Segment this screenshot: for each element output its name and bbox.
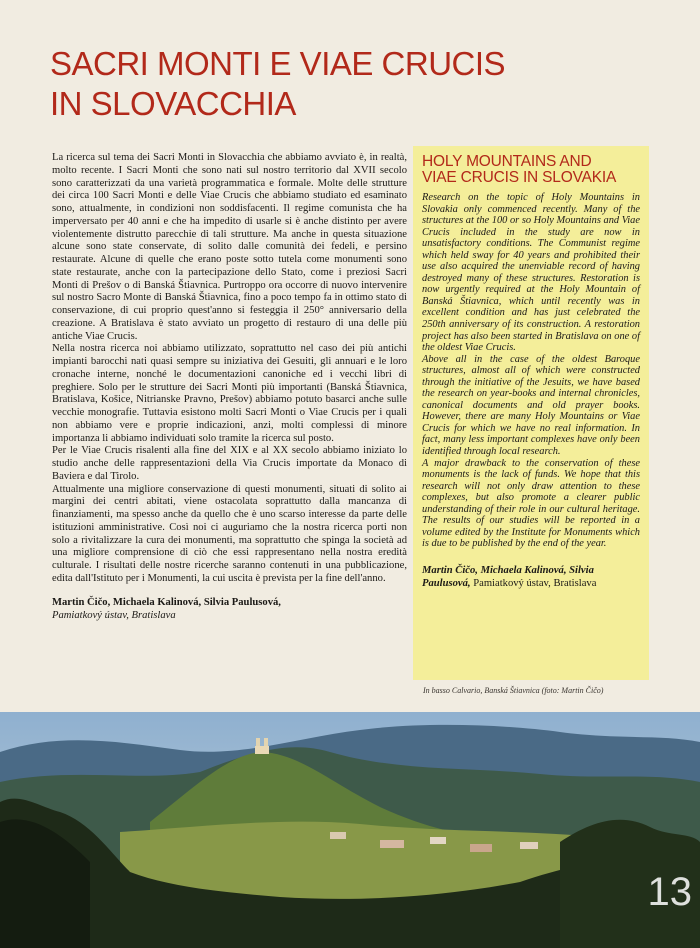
photo-town-building [470, 844, 492, 852]
photo-church-body [255, 746, 269, 754]
title-line-2: IN SLOVACCHIA [50, 85, 296, 122]
title-line-1: SACRI MONTI E VIAE CRUCIS [50, 45, 506, 82]
english-paragraph: Above all in the case of the oldest Baroque structures, almost all of which were constructed through the initiative of the Jesuits, we have based the research on year-books and internal chronicles, canonical documents and old prayer books. However, there are many Holy Mountains or Viae Crucis for which we have no real information. In fact, many less important complexes have only been identified through local research. [422, 353, 640, 458]
photo-town-building [380, 840, 404, 848]
italian-paragraph: Nella nostra ricerca noi abbiamo utilizzato, soprattutto nel caso dei più antichi impianti barocchi nati quasi sempre su iniziativa dei Gesuiti, gli annuari e le loro cronache interne, nonché le documentazioni canoniche ed i vecchi libri di preghiere. Solo per le strutture dei Sacri Monti più importanti (Banská Štiavnica, Bratislava, Košice, Nitrianske Pravno, Prešov) abbiamo potuto basarci anche sulle vecchie monografie. Tuttavia esistono molti Sacri Monti o Viae Crucis per i quali non abbiamo vere e proprie indicazioni, anzi, molti complessi di minore importanza li abbiamo individuati solo tramite la ricerca sul posto. [52, 343, 407, 444]
photo-caption: In basso Calvario, Banská Štiavnica (foto: Martin Čičo) [423, 686, 604, 695]
english-paragraph: A major drawback to the conservation of these monuments is the lack of funds. We hope that this research will not only draw attention to these complexes, but also promote a clearer public understanding of their role in our cultural heritage. The results of our studies will be reported in a volume edited by the Institute for Monuments which is due to be published by the end of the year. [422, 457, 640, 550]
photo-town-building [520, 842, 538, 849]
italian-authors: Martin Čičo, Michaela Kalinová, Silvia Paulusová, [52, 596, 281, 608]
italian-institution: Pamiatkový ústav, Bratislava [52, 609, 176, 621]
english-title-line-1: HOLY MOUNTAINS AND [422, 153, 592, 170]
english-byline [422, 564, 640, 590]
english-authors: Martin Čičo, Michaela Kalinová, Silvia Paulusová, [422, 564, 594, 589]
italian-byline [52, 596, 407, 622]
italian-paragraph: La ricerca sul tema dei Sacri Monti in Slovacchia che abbiamo avviato è, in realtà, molto recente. I Sacri Monti che sono nati sul nostro territorio dal XVII secolo sono caratterizzati da una varietà programmatica e formale. Molte delle strutture dei circa 100 Sacri Monti e delle Viae Crucis che abbiamo studiato ed esaminato sono, attualmente, in condizioni non soddisfacenti. Il regime comunista che ha imperversato per 40 anni e che ha impedito di usarle si è anche distinto per avere violentemente distrutto parecchie di tali strutture. Ma anche in questa situazione alcune sono state conservate, di solito dalle comunità dei fedeli, e persino restaurate. Alcune di quelle che erano poste sotto tutela come monumenti sono state restaurate, anche con la partecipazione dello Stato, come i preziosi Sacri Monti di Prešov o di Banská Štiavnica. Purtroppo ora occorre di nuovo intervenire sul nostro Sacro Monte di Banská Štiavnica, fino a poco tempo fa in ottimo stato di conservazione, di cui proprio quest'anno si festeggia il 250° anniversario della creazione. A Bratislava è stato avviato un progetto di restauro di una delle più antiche Viae Crucis. [52, 152, 407, 342]
english-body [422, 192, 640, 550]
english-summary-box [413, 146, 649, 680]
landscape-photo [0, 712, 700, 948]
article-title [50, 44, 670, 124]
italian-paragraph: Per le Viae Crucis risalenti alla fine del XIX e al XX secolo abbiamo iniziato lo studio anche delle rappresentazioni della Via Crucis importate da Monaco di Baviera e dal Tirolo. [52, 445, 407, 482]
english-title [422, 154, 640, 186]
photo-town-building [330, 832, 346, 839]
english-paragraph: Research on the topic of Holy Mountains in Slovakia only commenced recently. Many of the structures at the 100 or so Holy Mountains and Viae Crucis included in the study are now in unsatisfactory conditions. The Communist regime which held sway for 40 years and prohibited their use also acquired the unenviable record of having destroyed many of these structures. Restoration is now urgently required at the Holy Mountain of Banská Štiavnica, which until recently was in excellent condition and has just celebrated the 250th anniversary of its construction. A restoration project has also been started in Bratislava on one of the oldest Viae Crucis. [422, 192, 640, 354]
photo-town-building [430, 837, 446, 844]
page-number: 13 [647, 870, 692, 914]
english-title-line-2: VIAE CRUCIS IN SLOVAKIA [422, 169, 617, 186]
english-institution: Pamiatkový ústav, Bratislava [473, 577, 597, 589]
italian-column [52, 152, 407, 622]
italian-paragraph: Attualmente una migliore conservazione di questi monumenti, situati di solito ai margini dei centri abitati, viene ostacolata soprattutto dalla mancanza di finanziamenti, ma spesso anche da quello che è uno scarso interesse da parte delle istituzioni amministrative. Così noi ci auguriamo che la nostra ricerca porti non solo a rivitalizzare la cura dei monumenti, ma soprattutto che spinga la società ad una migliore comprensione di ciò che essi rappresentano nella nostra eredità culturale. I risultati delle nostre ricerche saranno contenuti in una pubblicazione, edita dall'Istituto per i Monumenti, la cui uscita è prevista per la fine dell'anno. [52, 483, 407, 584]
